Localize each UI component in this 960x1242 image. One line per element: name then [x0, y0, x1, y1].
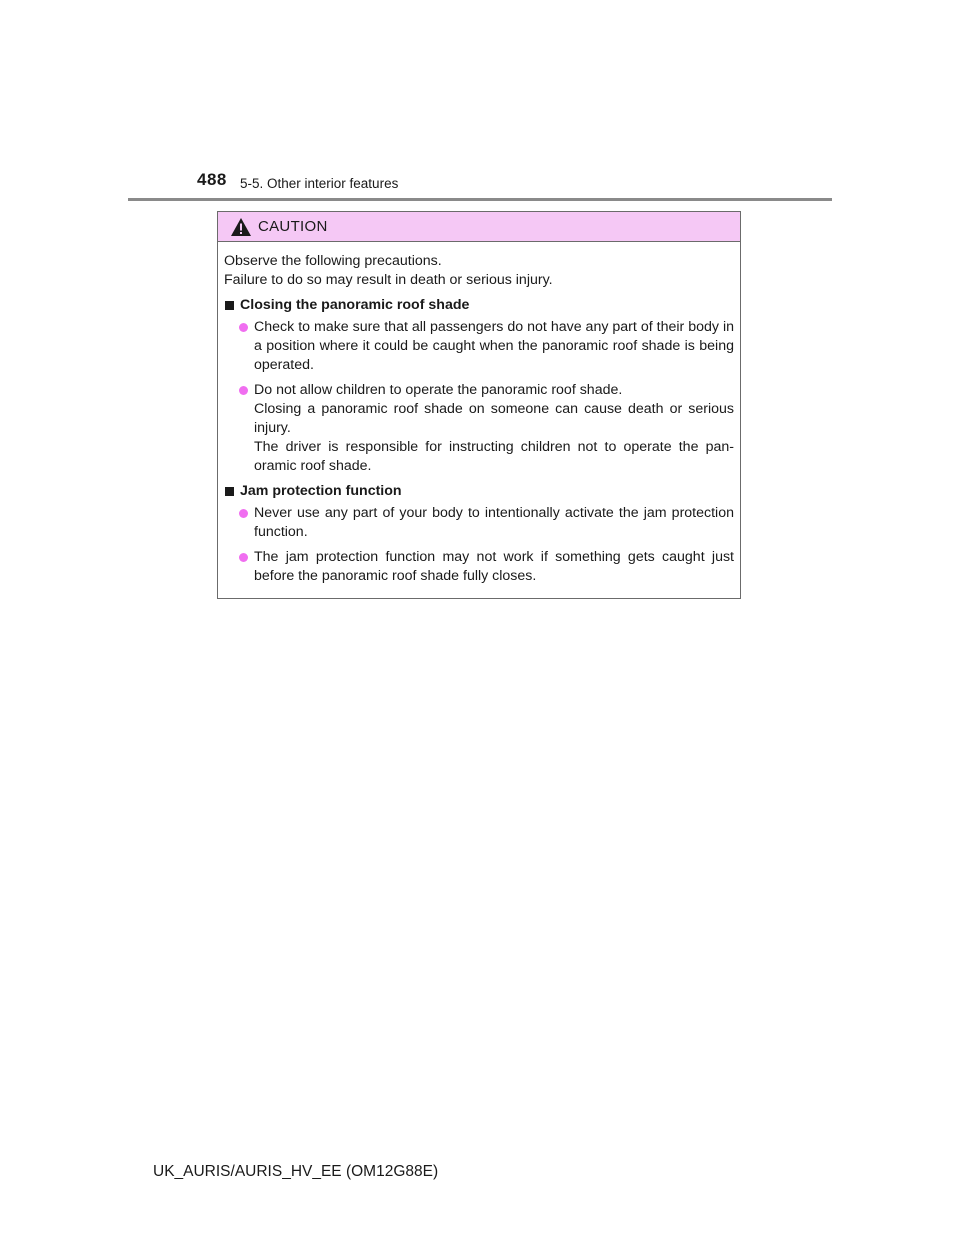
bullet-paragraph: The jam protection function may not work if something gets caught just before the panoramic roof shade fully closes.: [254, 549, 734, 584]
section-heading: [224, 482, 734, 501]
section-closing-shade: [224, 296, 734, 476]
intro-line: Observe the following precautions.: [224, 253, 442, 269]
section-heading-text: Closing the panoramic roof shade: [240, 297, 470, 313]
caution-label: CAUTION: [258, 218, 328, 235]
list-item: [224, 504, 734, 542]
intro-line: Failure to do so may result in death or serious injury.: [224, 272, 553, 288]
list-item: [224, 548, 734, 586]
page-number: 488: [197, 170, 227, 189]
pink-dot-icon: [239, 323, 248, 332]
black-square-icon: [225, 301, 234, 310]
section-heading-text: Jam protection function: [240, 483, 402, 499]
pink-dot-icon: [239, 553, 248, 562]
pink-dot-icon: [239, 509, 248, 518]
caution-box: [217, 211, 741, 599]
caution-header: [218, 212, 740, 242]
bullet-text: [254, 381, 734, 476]
caution-body: [218, 242, 740, 586]
warning-triangle-icon: [230, 217, 252, 237]
bullet-text: [254, 318, 734, 375]
bullet-paragraph: Never use any part of your body to intentionally activate the jam protection function.: [254, 505, 734, 540]
header-rule: [128, 198, 832, 201]
list-item: [224, 318, 734, 375]
bullet-paragraph: Closing a panoramic roof shade on someone can cause death or serious injury.: [254, 401, 734, 436]
bullet-paragraph: Check to make sure that all passengers do not have any part of their body in a position where it could be caught when the panoramic roof shade is being operated.: [254, 319, 734, 373]
bullet-paragraph: Do not allow children to operate the panoramic roof shade.: [254, 382, 623, 398]
bullet-text: [254, 548, 734, 586]
footer-model-code: UK_AURIS/AURIS_HV_EE (OM12G88E): [153, 1163, 439, 1180]
bullet-paragraph: The driver is responsible for instructing children not to operate the pan-oramic roof shade.: [254, 439, 734, 474]
pink-dot-icon: [239, 386, 248, 395]
bullet-text: [254, 504, 734, 542]
section-heading: [224, 296, 734, 315]
section-title: 5-5. Other interior features: [240, 176, 399, 191]
list-item: [224, 381, 734, 476]
black-square-icon: [225, 487, 234, 496]
section-jam-protection: [224, 482, 734, 586]
